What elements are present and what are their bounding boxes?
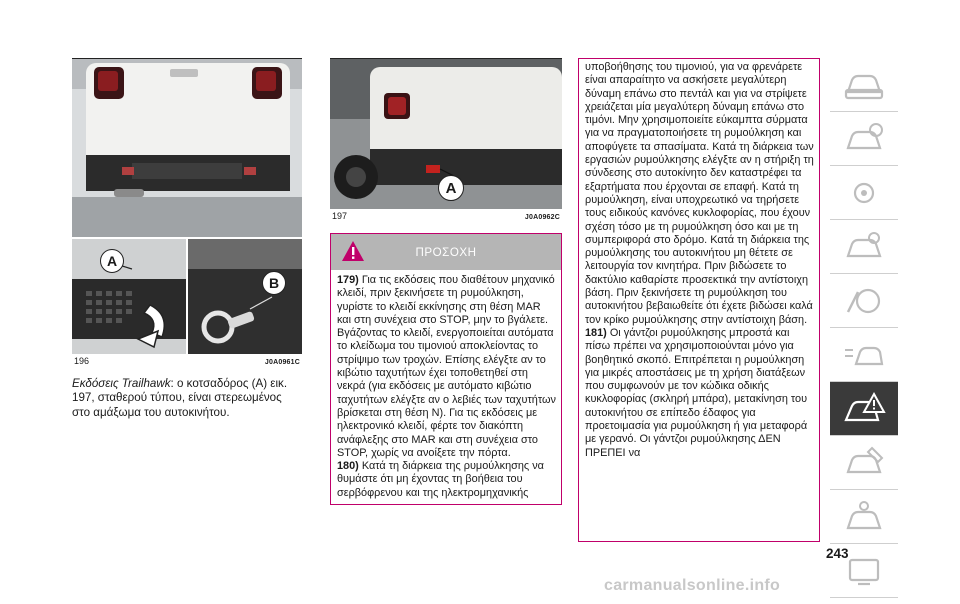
sidebar-tab-emergency-active[interactable] [830, 382, 898, 436]
note-179 [337, 274, 556, 460]
figure-code: J0A0962C [524, 214, 560, 221]
car-warning-icon [842, 390, 886, 428]
warning-header [331, 234, 561, 270]
note-179-number: 179) [337, 274, 359, 286]
photo-pair [72, 239, 302, 354]
note-180-text: Κατά τη διάρκεια της ρυμούλκησης να θυμάστε ότι μη έχοντας τη βοήθεια του σερβόφρενου και της ηλεκτρομηχανικής [337, 460, 544, 499]
sidebar-tab-gear[interactable] [830, 166, 898, 220]
page-number: 243 [826, 546, 849, 561]
note-181-number: 181) [585, 326, 607, 339]
warning-title: ΠΡΟΣΟΧΗ [415, 245, 477, 259]
sidebar-tab-steering[interactable] [830, 274, 898, 328]
car-service-icon [842, 444, 886, 482]
note-181 [585, 327, 815, 460]
note-180 [337, 460, 556, 500]
gear-car-icon [842, 174, 886, 212]
watermark: carmanualsonline.info [604, 577, 781, 594]
rear-car-illustration [72, 59, 302, 237]
warning-box [330, 233, 562, 505]
figure-code: J0A0961C [264, 359, 300, 366]
left-column [72, 58, 302, 420]
photo-rear-hitch [330, 59, 562, 209]
callout-a-middle: A [438, 175, 464, 201]
chapter-sidebar [830, 58, 898, 604]
photo-rear-car-white [72, 59, 302, 237]
note-180-number: 180) [337, 460, 359, 473]
trailhawk-paragraph [72, 377, 302, 420]
warning-continuation-box [578, 58, 820, 542]
car-info-icon [842, 120, 886, 158]
callout-a-left: A [100, 249, 124, 273]
figure-number: 197 [332, 211, 348, 221]
warning-triangle-icon [341, 240, 365, 262]
sidebar-tab-lights[interactable] [830, 328, 898, 382]
warning-continuation-text: υποβοήθησης του τιμονιού, για να φρενάρετε είναι απαραίτητο να ασκήσετε μεγαλύτερη δύναμη επάνω στο πεντάλ και για να στρίψετε χρειάζεται μία μεγαλύτερη δύναμη επάνω στο τιμόνι. Μην χρησιμοποιείτε εύκαμπτα σύρματα για να πραγματοποιήσετε τη ρυμούλκηση και αποφύγετε τα σπασίματα. Κατά τη διάρκεια των εργασιών ρυμούλκησης ελέγξτε αν η στήριξη τη σύνδεσης στο αυτοκίνητο δεν καταστρέφει τα εξαρτήματα που έρχονται σε επαφή. Κατά τη ρυμούλκηση, είναι υποχρεωτικό να τηρήσετε τους ειδικούς κανόνες κυκλοφορίας, που έχουν σχέση τόσο με τη ρυμούλκηση όσο και με τη συμπεριφορά στο δρόμο. Κατά τη διάρκεια της ρυμούλκησης του αυτοκινήτου μη θέτετε σε λειτουργία τον κινητήρα. Πριν βιδώσετε το δακτύλιο καθαρίστε προσεκτικά την αντίστοιχη βάση. Πριν ξεκινήσετε τη ρυμούλκηση του αυτοκινήτου βεβαιωθείτε ότι έχετε βιδώσει καλά τον κρίκο ρυμούλκησης στην αντίστοιχη βάση. [585, 61, 814, 326]
warning-body [331, 270, 561, 504]
note-181-text: Οι γάντζοι ρυμούλκησης μπροστά και πίσω πρέπει να χρησιμοποιούνται μόνο για βοηθητικό σκοπό. Επιτρέπεται η ρυμούλκηση για μικρές αποστάσεις με τη χρήση διατάξεων που συμφωνούν με τον κώδικα οδικής κυκλοφορίας (σκληρή μπάρα), μετακίνηση του αυτοκινήτου σε επίπεδο έδαφος για προετοιμασία για ρυμούλκηση ή για μεταφορά με γερανό. Οι γάντζοι ρυμούλκησης ΔΕΝ ΠΡΕΠΕΙ να [585, 326, 808, 459]
callout-b: B [262, 271, 286, 295]
trailhawk-lead: Εκδόσεις Trailhawk [72, 377, 171, 390]
sidebar-tab-service[interactable] [830, 436, 898, 490]
car-lights-icon [842, 336, 886, 374]
car-settings-icon [842, 228, 886, 266]
sidebar-tab-tools[interactable] [830, 490, 898, 544]
photo-tow-eye [188, 239, 302, 354]
sidebar-tab-settings[interactable] [830, 220, 898, 274]
figure-number: 196 [74, 356, 90, 366]
trailhawk-body: : ο κοτσαδόρος (A) εικ. 197, σταθερού τύπου, είναι στερεωμένος στο αμάξωμα του αυτοκινήτου. [72, 377, 288, 419]
figure-caption-197 [330, 209, 562, 223]
car-tools-icon [842, 498, 886, 536]
sidebar-tab-info[interactable] [830, 112, 898, 166]
middle-column [330, 58, 562, 505]
figure-caption-196 [72, 354, 302, 368]
right-column [578, 58, 820, 542]
wrench-steering-icon [842, 282, 886, 320]
sidebar-tab-dashboard[interactable] [830, 58, 898, 112]
photo-hitch-closeup [72, 239, 186, 354]
car-dashboard-icon [842, 66, 886, 104]
note-179-text: Για τις εκδόσεις που διαθέτουν μηχανικό κλειδί, πριν ξεκινήσετε τη ρυμούλκηση, γυρίστε το κλειδί εκκίνησης στη θέση MAR και στη συνέχεια στο STOP, μην το βγάλετε. Βγάζοντας το κλειδί, ενεργοποιείται αυτόματα το κλείδωμα του τιμονιού αποκλείοντας το στρίψιμο των τροχών. Επίσης ελέγξτε αν το κιβώτιο ταχυτήτων έχει τοποθετηθεί στη νεκρά (για εκδόσεις με αυτόματο κιβώτιο ταχυτήτων ελέγξτε αν ο λεβιές των ταχυτήτων βρίσκεται στη θέση N). Για τις εκδόσεις με ηλεκτρονικό κλειδί, φέρτε τον διακόπτη ανάφλεξης στο MAR και στη συνέχεια στο STOP, χωρίς να ανοίξετε την πόρτα. [337, 274, 556, 459]
sidebar-tab-index[interactable] [830, 598, 898, 604]
